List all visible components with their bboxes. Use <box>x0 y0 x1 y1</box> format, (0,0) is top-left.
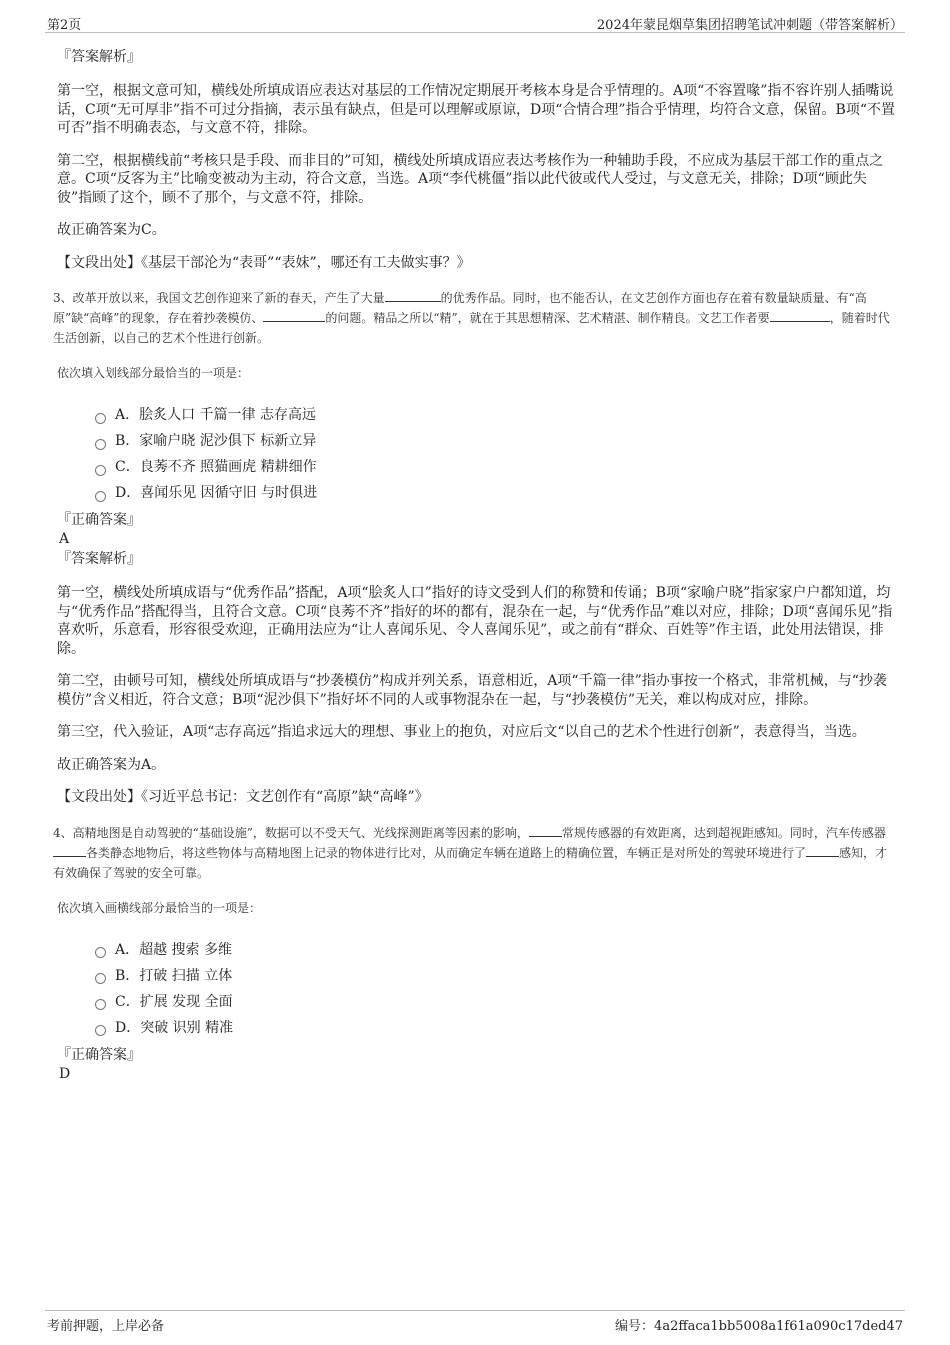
q2-analysis-para-1: 第一空，根据文意可知，横线处所填成语应表达对基层的工作情况定期展开考核本身是合乎情理的。A项“不容置喙”指不容许别人插嘴说话，C项“无可厚非”指不可过分指摘，表示虽有缺点，但是可以理解或原谅，D项“合情合理”指合乎情理，均符合文意，保留。B项“不置可否”指不明确表态，与文意不符，排除。 <box>57 83 896 136</box>
q3-blank-1 <box>385 288 441 302</box>
footer-note: 考前押题，上岸必备 <box>47 1319 165 1334</box>
q4-option-d[interactable]: D．突破 识别 精准 <box>95 1015 895 1041</box>
q3-analysis-para-3: 第三空，代入验证，A项“志存高远”指追求远大的理想、事业上的抱负，对应后文“以自己的艺术个性进行创新”，表意得当，当选。 <box>57 724 866 740</box>
q3-conclusion: 故正确答案为A。 <box>57 756 166 773</box>
footer-serial: 编号：4a2ffaca1bb5008a1f61a090c17ded47 <box>615 1319 903 1334</box>
document-body <box>53 48 896 1085</box>
page-number: 第2页 <box>47 18 82 33</box>
q3-option-d[interactable]: D．喜闻乐见 因循守旧 与时俱进 <box>95 480 895 506</box>
radio-icon[interactable] <box>95 491 106 502</box>
radio-icon[interactable] <box>95 947 106 958</box>
radio-icon[interactable] <box>95 973 106 984</box>
q4-blank-2 <box>53 843 86 857</box>
document-title: 2024年蒙昆烟草集团招聘笔试冲刺题（带答案解析） <box>596 18 903 33</box>
q4-correct-answer: D <box>59 1065 71 1082</box>
q4-correct-label: 『正确答案』 <box>57 1046 141 1063</box>
q4-instruction: 依次填入画横线部分最恰当的一项是： <box>57 900 262 915</box>
q3-analysis-para-1: 第一空，横线处所填成语与“优秀作品”搭配，A项“脍炙人口”指好的诗文受到人们的称赞和传诵；B项“家喻户晓”指家家户户都知道，均与“优秀作品”搭配得当，且符合文意。C项“良莠不齐”指好的坏的都有，混杂在一起，与“优秀作品”难以对应，排除；D项“喜闻乐见”指喜欢听，乐意看，形容很受欢迎，正确用法应为“让人喜闻乐见、令人喜闻乐见”，或之前有“群众、百姓等”作主语，此处用法错误，排除。 <box>57 585 893 657</box>
q3-correct-label: 『正确答案』 <box>57 512 141 528</box>
q4-option-a[interactable]: A．超越 搜索 多维 <box>95 937 895 963</box>
q3-source: 【文段出处】《习近平总书记：文艺创作有“高原”缺“高峰”》 <box>57 789 429 805</box>
q2-conclusion: 故正确答案为C。 <box>57 222 166 238</box>
q3-correct-answer: A <box>59 531 70 547</box>
radio-icon[interactable] <box>95 413 106 424</box>
q2-source: 【文段出处】《基层干部沦为“表哥”“表妹”，哪还有工夫做实事？》 <box>57 254 471 271</box>
q3-option-c[interactable]: C．良莠不齐 照猫画虎 精耕细作 <box>95 454 895 480</box>
radio-icon[interactable] <box>95 1025 106 1036</box>
q3-blank-3 <box>770 308 830 322</box>
q3-analysis-para-2: 第二空，由顿号可知，横线处所填成语与“抄袭模仿”构成并列关系，语意相近，A项“千篇一律”指办事按一个格式，非常机械，与“抄袭模仿”含义相近，符合文意；B项“泥沙俱下”指好坏不同的人或事物混杂在一起，与“抄袭模仿”无关，难以构成对应，排除。 <box>57 673 887 708</box>
page-footer <box>45 1310 905 1335</box>
q3-question-text: 3、改革开放以来，我国文艺创作迎来了新的春天，产生了大量 的优秀作品。同时，也不能否认，在文艺创作方面也存在着有数量缺质量、有“高原”缺“高峰”的现象，存在着抄袭模仿、 的问题。精品之所以“精”，就在于其思想精深、艺术精湛、制作精良。文艺工作者要 ，随着时代生活创新，以自己的艺术个性进行创新。 <box>53 288 895 348</box>
q4-option-c[interactable]: C．扩展 发现 全面 <box>95 989 895 1015</box>
radio-icon[interactable] <box>95 999 106 1010</box>
q4-blank-1 <box>529 823 562 837</box>
q4-option-b[interactable]: B．打破 扫描 立体 <box>95 963 895 989</box>
q3-analysis-label: 『答案解析』 <box>57 551 141 567</box>
q3-option-a[interactable]: A．脍炙人口 千篇一律 志存高远 <box>95 402 895 428</box>
q2-analysis-label: 『答案解析』 <box>57 49 141 65</box>
q4-blank-3 <box>806 843 839 857</box>
q3-instruction: 依次填入划线部分最恰当的一项是： <box>57 366 250 380</box>
q3-option-b[interactable]: B．家喻户晓 泥沙俱下 标新立异 <box>95 428 895 454</box>
q3-blank-2 <box>263 308 325 322</box>
q3-options <box>95 402 895 506</box>
q4-question-text: 4、高精地图是自动驾驶的“基础设施”，数据可以不受天气、光线探测距离等因素的影响， 常规传感器的有效距离，达到超视距感知。同时，汽车传感器各类静态地物后，将这些物体与高精地图上记录的物体进行比对，从而确定车辆在道路上的精确位置，车辆正是对所处的驾驶环境进行了 感知，才有效确保了驾驶的安全可靠。 <box>53 823 895 883</box>
q2-analysis-para-2: 第二空，根据横线前“考核只是手段、而非目的”可知，横线处所填成语应表达考核作为一种辅助手段，不应成为基层干部工作的重点之意。C项“反客为主”比喻变被动为主动，符合文意，当选。A项“李代桃僵”指以此代彼或代人受过，与文意无关，排除；D项“顾此失彼”指顾了这个，顾不了那个，与文意不符，排除。 <box>57 152 884 206</box>
q4-options <box>95 937 895 1041</box>
page-header <box>45 12 905 33</box>
radio-icon[interactable] <box>95 439 106 450</box>
radio-icon[interactable] <box>95 465 106 476</box>
